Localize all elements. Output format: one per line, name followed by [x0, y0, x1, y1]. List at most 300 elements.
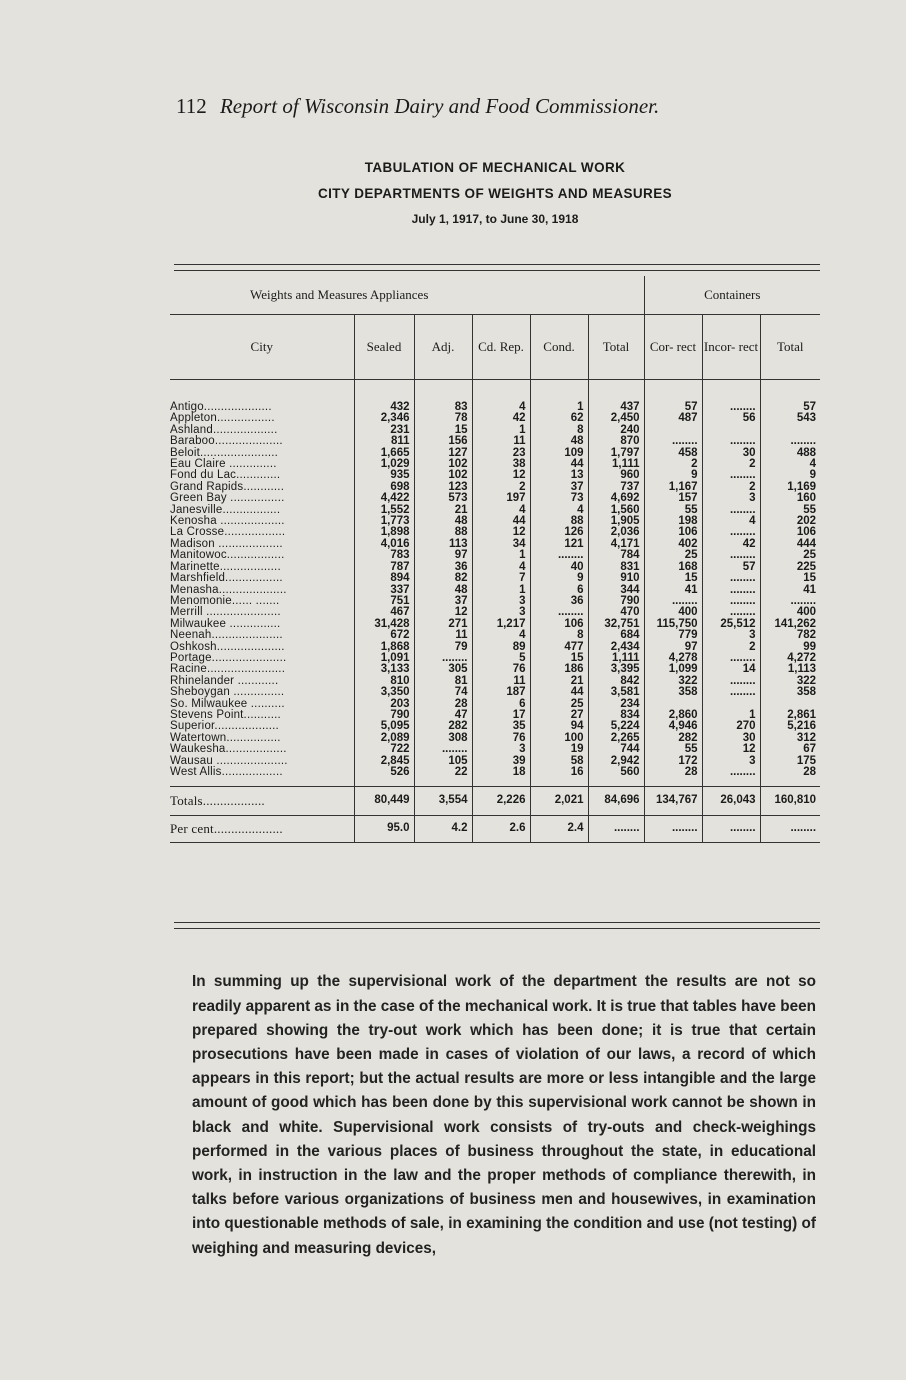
value-cell: 1,169 [787, 480, 817, 493]
value-cell: 526 [354, 767, 414, 778]
body-paragraph: In summing up the supervisional work of the department the results are not so readily apparent as in the case of the mechanical work. It is true that tables have been prepared showing the try-out work which has been done; it is true that certain prosecutions have been made in cases of violation of our laws, a record of which appears in this report; but the actual results are more or less intangible and the large amount of good which has been done by this supervisional work cannot be shown in black and white. Supervisional work consists of try-outs and check-weighings performed in the various places of business throughout the state, in educational work, in instruction in the law and the proper methods of compliance therewith, in talks before various organizations of business men and housewives, in examination into questionable methods of sale, in examining the condition and use (not testing) of weighing and measuring devices, [192, 973, 816, 1257]
value-cell: 444 [796, 537, 817, 550]
running-head [176, 94, 816, 119]
value-cell: 4 [472, 630, 530, 641]
value-cell: ........ [702, 676, 760, 687]
value-cell: 1 [702, 710, 760, 721]
value-cell: 2 [644, 459, 702, 470]
value-cell: 3 [702, 756, 760, 767]
value-cell: 9 [644, 470, 702, 481]
table-row [170, 573, 820, 584]
running-title: Report of Wisconsin Dairy and Food Commissioner. [219, 94, 660, 118]
value-cell: 684 [588, 630, 644, 641]
value-cell: ........ [702, 596, 760, 607]
value-cell: 11 [472, 676, 530, 687]
value-cell: 123 [414, 482, 472, 493]
value-cell: 48 [414, 516, 472, 527]
value-cell: 57 [644, 402, 702, 413]
value-cell: 2,265 [588, 733, 644, 744]
value-cell: 186 [530, 664, 588, 675]
value-cell: 698 [354, 482, 414, 493]
city-cell: Rhinelander ............ [170, 676, 354, 687]
value-cell: 2,089 [354, 733, 414, 744]
value-cell: 83 [414, 402, 472, 413]
city-cell: Sheboygan ............... [170, 687, 354, 698]
city-cell: Manitowoc................. [170, 550, 354, 561]
value-cell: 126 [530, 527, 588, 538]
value-cell: 1,029 [354, 459, 414, 470]
value-cell: 4,278 [644, 653, 702, 664]
value-cell: ........ [644, 596, 702, 607]
value-cell: 2,450 [588, 413, 644, 424]
table-titles [170, 160, 820, 237]
value-cell: 437 [588, 402, 644, 413]
value-cell: 73 [530, 493, 588, 504]
mechanical-work-table [170, 276, 820, 843]
value-cell: 12 [702, 744, 760, 755]
value-cell: 787 [354, 562, 414, 573]
value-cell: 121 [530, 539, 588, 550]
value-cell: 834 [588, 710, 644, 721]
value-cell: ........ [702, 687, 760, 698]
value-cell: 1,111 [588, 653, 644, 664]
value-cell: 82 [414, 573, 472, 584]
city-cell: Grand Rapids............ [170, 482, 354, 493]
value-cell: 4,692 [588, 493, 644, 504]
value-cell: 3 [472, 744, 530, 755]
value-cell: 810 [354, 676, 414, 687]
value-cell: ........ [530, 550, 588, 561]
value-cell: 11 [414, 630, 472, 641]
table-body [170, 380, 820, 843]
value-cell: 11 [472, 436, 530, 447]
value-cell: ........ [414, 744, 472, 755]
value-cell: 270 [702, 721, 760, 732]
value-cell: 42 [702, 539, 760, 550]
value-cell: 19 [530, 744, 588, 755]
value-cell: 106 [644, 527, 702, 538]
value-cell: 2 [702, 642, 760, 653]
city-cell: Fond du Lac............. [170, 470, 354, 481]
value-cell: ........ [644, 815, 702, 842]
value-cell: 1,797 [588, 448, 644, 459]
value-cell: 960 [588, 470, 644, 481]
value-cell: 15 [803, 572, 817, 585]
value-cell: 1,111 [588, 459, 644, 470]
column-header: Cd. Rep. [472, 315, 530, 380]
bottom-double-rule [174, 922, 820, 929]
value-cell: 1 [472, 550, 530, 561]
value-cell: 99 [803, 640, 817, 653]
value-cell: 358 [644, 687, 702, 698]
city-cell: So. Milwaukee .......... [170, 699, 354, 710]
value-cell: 15 [530, 653, 588, 664]
value-cell: 2.6 [472, 815, 530, 842]
value-cell: 1,898 [354, 527, 414, 538]
value-cell: 27 [530, 710, 588, 721]
value-cell: 76 [472, 733, 530, 744]
value-cell: 175 [796, 754, 817, 767]
value-cell: 55 [644, 744, 702, 755]
value-cell: 12 [472, 527, 530, 538]
value-cell: 3 [472, 596, 530, 607]
value-cell: 4,422 [354, 493, 414, 504]
totals-row [170, 786, 820, 815]
value-cell: 31,428 [354, 619, 414, 630]
table-row [170, 607, 820, 618]
value-cell: 78 [414, 413, 472, 424]
value-cell: 4 [809, 458, 817, 471]
value-cell: 88 [530, 516, 588, 527]
value-cell: 26,043 [702, 786, 760, 815]
value-cell: 8 [530, 425, 588, 436]
value-cell: 81 [414, 676, 472, 687]
value-cell: ........ [702, 436, 760, 447]
value-cell: ........ [702, 767, 760, 778]
value-cell: 41 [644, 585, 702, 596]
value-cell: 782 [796, 629, 817, 642]
value-cell: 5,095 [354, 721, 414, 732]
city-cell: Racine....................... [170, 664, 354, 675]
value-cell: 106 [530, 619, 588, 630]
value-cell: 25 [644, 550, 702, 561]
value-cell: 811 [354, 436, 414, 447]
value-cell: 74 [414, 687, 472, 698]
value-cell: 134,767 [644, 786, 702, 815]
value-cell: 168 [644, 562, 702, 573]
column-header: Total [588, 315, 644, 380]
value-cell: 36 [414, 562, 472, 573]
value-cell: 2,021 [530, 786, 588, 815]
value-cell: 1,560 [588, 505, 644, 516]
value-cell: 4 [702, 516, 760, 527]
value-cell: 55 [803, 503, 817, 516]
value-cell: 56 [702, 413, 760, 424]
column-header-row [170, 315, 820, 380]
value-cell: 3,133 [354, 664, 414, 675]
city-cell: Portage...................... [170, 653, 354, 664]
value-cell: 95.0 [354, 815, 414, 842]
table-row [170, 630, 820, 641]
value-cell: 115,750 [644, 619, 702, 630]
value-cell: 48 [414, 585, 472, 596]
value-cell: 737 [588, 482, 644, 493]
value-cell: 35 [472, 721, 530, 732]
value-cell: 25,512 [702, 619, 760, 630]
value-cell: 47 [414, 710, 472, 721]
value-cell: 156 [414, 436, 472, 447]
value-cell: 30 [702, 733, 760, 744]
value-cell: 113 [414, 539, 472, 550]
value-cell: 6 [530, 585, 588, 596]
table-row [170, 767, 820, 778]
title-line-2: CITY DEPARTMENTS OF WEIGHTS AND MEASURES [317, 186, 672, 201]
value-cell: 2 [702, 482, 760, 493]
value-cell: 187 [472, 687, 530, 698]
value-cell: ........ [588, 815, 644, 842]
table-row [170, 493, 820, 504]
value-cell: 94 [530, 721, 588, 732]
value-cell: 2,861 [787, 708, 817, 721]
value-cell: 76 [472, 664, 530, 675]
value-cell: ........ [760, 815, 820, 842]
value-cell: 1,167 [644, 482, 702, 493]
value-cell: 1,552 [354, 505, 414, 516]
value-cell: ........ [644, 436, 702, 447]
city-cell: Ashland................... [170, 425, 354, 436]
value-cell: 358 [796, 686, 817, 699]
page-number: 112 [176, 94, 207, 118]
column-header: Incor- rect [702, 315, 760, 380]
value-cell: 5 [472, 653, 530, 664]
city-cell: Kenosha ................... [170, 516, 354, 527]
value-cell: 4,946 [644, 721, 702, 732]
value-cell: 67 [803, 743, 817, 756]
value-cell: ........ [702, 470, 760, 481]
value-cell: 543 [796, 412, 817, 425]
column-header: Adj. [414, 315, 472, 380]
value-cell: 573 [414, 493, 472, 504]
value-cell: 141,262 [774, 617, 817, 630]
value-cell: 79 [414, 642, 472, 653]
value-cell: 21 [414, 505, 472, 516]
value-cell: 37 [414, 596, 472, 607]
city-cell: Beloit....................... [170, 448, 354, 459]
value-cell: 672 [354, 630, 414, 641]
city-cell: Appleton................. [170, 413, 354, 424]
city-cell: Waukesha.................. [170, 744, 354, 755]
city-cell: Baraboo.................... [170, 436, 354, 447]
value-cell: 84,696 [588, 786, 644, 815]
value-cell: 197 [472, 493, 530, 504]
value-cell: 2,346 [354, 413, 414, 424]
value-cell: 202 [796, 515, 817, 528]
value-cell: ........ [702, 550, 760, 561]
value-cell: 400 [796, 606, 817, 619]
value-cell: 790 [588, 596, 644, 607]
title-line-1: TABULATION OF MECHANICAL WORK [364, 160, 626, 175]
city-cell: Oshkosh.................... [170, 642, 354, 653]
value-cell: 97 [414, 550, 472, 561]
city-cell: Menomonie...... ....... [170, 596, 354, 607]
value-cell: 203 [354, 699, 414, 710]
value-cell: 790 [354, 710, 414, 721]
city-cell: West Allis.................. [170, 767, 354, 778]
value-cell: 28 [644, 767, 702, 778]
value-cell: 1 [472, 585, 530, 596]
value-cell: 16 [530, 767, 588, 778]
value-cell: 240 [588, 425, 644, 436]
value-cell: 198 [644, 516, 702, 527]
value-cell: 88 [414, 527, 472, 538]
value-cell: 57 [702, 562, 760, 573]
value-cell: 312 [796, 731, 817, 744]
column-header: Total [760, 315, 820, 380]
value-cell: ........ [530, 607, 588, 618]
value-cell: 57 [803, 401, 817, 413]
group-header-appliances: Weights and Measures Appliances [170, 276, 644, 315]
value-cell: 5,224 [588, 721, 644, 732]
value-cell: 17 [472, 710, 530, 721]
value-cell: 5,216 [787, 720, 817, 733]
percent-row [170, 815, 820, 842]
value-cell: 1,113 [787, 663, 817, 676]
value-cell: 870 [588, 436, 644, 447]
value-cell: 100 [530, 733, 588, 744]
city-cell: Watertown................ [170, 733, 354, 744]
value-cell: 560 [588, 767, 644, 778]
value-cell: 234 [588, 699, 644, 710]
value-cell: 106 [796, 526, 817, 539]
value-cell: 751 [354, 596, 414, 607]
value-cell: 935 [354, 470, 414, 481]
spacer-row [170, 380, 820, 403]
value-cell: 89 [472, 642, 530, 653]
value-cell: 271 [414, 619, 472, 630]
value-cell: 3 [702, 493, 760, 504]
value-cell: 23 [472, 448, 530, 459]
value-cell: 127 [414, 448, 472, 459]
value-cell: 42 [472, 413, 530, 424]
value-cell: 8 [530, 630, 588, 641]
value-cell: 783 [354, 550, 414, 561]
value-cell: 458 [644, 448, 702, 459]
value-cell: 12 [472, 470, 530, 481]
value-cell: 402 [644, 539, 702, 550]
value-cell: 15 [644, 573, 702, 584]
value-cell: 282 [414, 721, 472, 732]
value-cell: 28 [414, 699, 472, 710]
column-header: Cor- rect [644, 315, 702, 380]
value-cell: 4 [472, 402, 530, 413]
value-cell: 172 [644, 756, 702, 767]
value-cell: 322 [644, 676, 702, 687]
value-cell: 282 [644, 733, 702, 744]
city-cell: Wausau ..................... [170, 756, 354, 767]
city-cell: Per cent.................... [170, 815, 354, 842]
value-cell: 842 [588, 676, 644, 687]
value-cell: 39 [472, 756, 530, 767]
value-cell: 13 [530, 470, 588, 481]
value-cell: 105 [414, 756, 472, 767]
value-cell: 2 [472, 482, 530, 493]
value-cell: 48 [530, 436, 588, 447]
value-cell: 744 [588, 744, 644, 755]
value-cell: 37 [530, 482, 588, 493]
value-cell: 4 [472, 562, 530, 573]
value-cell: 2,434 [588, 642, 644, 653]
value-cell: 337 [354, 585, 414, 596]
group-header-containers: Containers [704, 287, 761, 302]
value-cell: 32,751 [588, 619, 644, 630]
value-cell: 487 [644, 413, 702, 424]
city-cell: Menasha.................... [170, 585, 354, 596]
value-cell: ........ [414, 653, 472, 664]
value-cell: ........ [702, 527, 760, 538]
value-cell: 2,226 [472, 786, 530, 815]
value-cell: 2,036 [588, 527, 644, 538]
value-cell: 7 [472, 573, 530, 584]
value-cell: ........ [790, 594, 817, 607]
value-cell: 97 [644, 642, 702, 653]
value-cell: ........ [702, 585, 760, 596]
value-cell: 432 [354, 402, 414, 413]
value-cell: 470 [588, 607, 644, 618]
value-cell: 160,810 [760, 786, 820, 815]
value-cell: 1,905 [588, 516, 644, 527]
value-cell: 910 [588, 573, 644, 584]
value-cell: 160 [796, 492, 817, 505]
value-cell: 3 [472, 607, 530, 618]
value-cell: 25 [803, 549, 817, 562]
value-cell: 400 [644, 607, 702, 618]
value-cell: 6 [472, 699, 530, 710]
value-cell: 3,554 [414, 786, 472, 815]
column-header: Cond. [530, 315, 588, 380]
value-cell: 44 [530, 459, 588, 470]
value-cell: 15 [414, 425, 472, 436]
value-cell: 18 [472, 767, 530, 778]
top-double-rule [174, 264, 820, 271]
value-cell: 1,665 [354, 448, 414, 459]
value-cell: 36 [530, 596, 588, 607]
value-cell: 1,217 [472, 619, 530, 630]
value-cell: 62 [530, 413, 588, 424]
city-cell: Antigo.................... [170, 402, 354, 413]
value-cell: 322 [796, 674, 817, 687]
value-cell: 4.2 [414, 815, 472, 842]
value-cell: 102 [414, 459, 472, 470]
value-cell: 40 [530, 562, 588, 573]
table-row [170, 436, 820, 447]
value-cell: 2.4 [530, 815, 588, 842]
value-cell: 55 [644, 505, 702, 516]
value-cell: ........ [702, 505, 760, 516]
value-cell: 41 [803, 583, 817, 596]
value-cell: 784 [588, 550, 644, 561]
value-cell: 1,868 [354, 642, 414, 653]
value-cell: 3,581 [588, 687, 644, 698]
value-cell: ........ [702, 402, 760, 413]
value-cell: 1 [472, 425, 530, 436]
value-cell: 22 [414, 767, 472, 778]
value-cell: 102 [414, 470, 472, 481]
value-cell: 225 [796, 560, 817, 573]
value-cell: 3 [702, 630, 760, 641]
city-cell: Madison ................... [170, 539, 354, 550]
value-cell: 25 [530, 699, 588, 710]
value-cell: 1,091 [354, 653, 414, 664]
value-cell: 779 [644, 630, 702, 641]
value-cell: 308 [414, 733, 472, 744]
value-cell: ........ [702, 653, 760, 664]
column-header: Sealed [354, 315, 414, 380]
value-cell: 3,350 [354, 687, 414, 698]
value-cell: 722 [354, 744, 414, 755]
value-cell: 4,272 [787, 651, 817, 664]
city-cell: Merrill ...................... [170, 607, 354, 618]
value-cell: 4 [530, 505, 588, 516]
value-cell: 58 [530, 756, 588, 767]
value-cell: 80,449 [354, 786, 414, 815]
city-cell: Janesville................. [170, 505, 354, 516]
city-cell: Neenah..................... [170, 630, 354, 641]
value-cell: 109 [530, 448, 588, 459]
value-cell: 12 [414, 607, 472, 618]
value-cell: 894 [354, 573, 414, 584]
table-row [170, 687, 820, 698]
value-cell: 305 [414, 664, 472, 675]
